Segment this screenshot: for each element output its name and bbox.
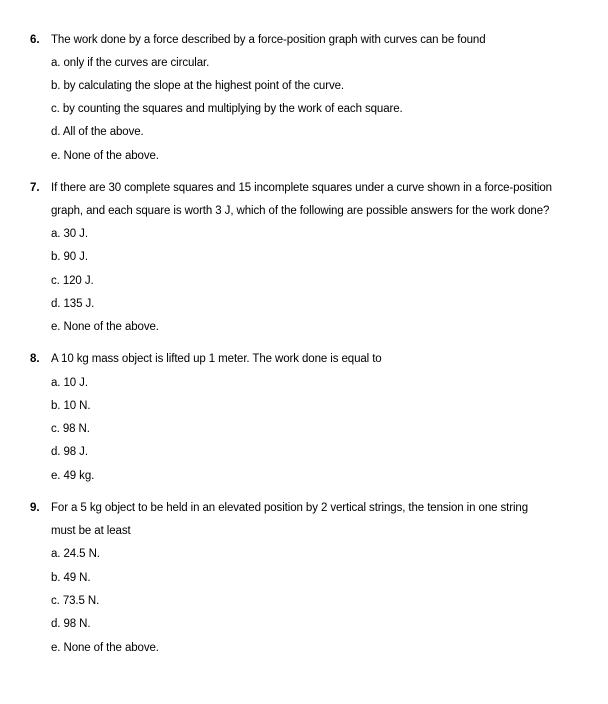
option-b: b. by calculating the slope at the highest point of the curve. — [51, 80, 344, 92]
question-number: 9. — [30, 502, 40, 514]
question-text: For a 5 kg object to be held in an elevated position by 2 vertical strings, the tension in one string — [51, 502, 529, 514]
option-a: a. 24.5 N. — [51, 548, 100, 560]
option-b: b. 10 N. — [51, 400, 91, 412]
option-d: d. 98 J. — [51, 446, 88, 458]
question-number: 8. — [30, 353, 40, 365]
question-text: The work done by a force described by a force-position graph with curves can be found — [51, 34, 486, 46]
option-c: c. 73.5 N. — [51, 595, 100, 607]
question-number: 7. — [30, 182, 40, 194]
option-e: e. None of the above. — [51, 321, 159, 333]
question-text: If there are 30 complete squares and 15 incomplete squares under a curve shown in a force-position — [51, 182, 552, 194]
option-d: d. 98 N. — [51, 618, 91, 630]
option-a: a. only if the curves are circular. — [51, 57, 210, 69]
option-e: e. None of the above. — [51, 150, 159, 162]
option-e: e. None of the above. — [51, 642, 159, 654]
option-a: a. 10 J. — [51, 377, 88, 389]
option-c: c. 120 J. — [51, 275, 94, 287]
question-text: graph, and each square is worth 3 J, which of the following are possible answers for the work done? — [51, 205, 550, 217]
option-c: c. 98 N. — [51, 423, 90, 435]
option-a: a. 30 J. — [51, 228, 88, 240]
option-c: c. by counting the squares and multiplying by the work of each square. — [51, 103, 403, 115]
option-e: e. 49 kg. — [51, 470, 95, 482]
option-b: b. 90 J. — [51, 251, 88, 263]
question-number: 6. — [30, 34, 40, 46]
question-text: A 10 kg mass object is lifted up 1 meter. The work done is equal to — [51, 353, 382, 365]
question-text: must be at least — [51, 525, 131, 537]
option-d: d. All of the above. — [51, 126, 144, 138]
option-b: b. 49 N. — [51, 572, 91, 584]
option-d: d. 135 J. — [51, 298, 95, 310]
